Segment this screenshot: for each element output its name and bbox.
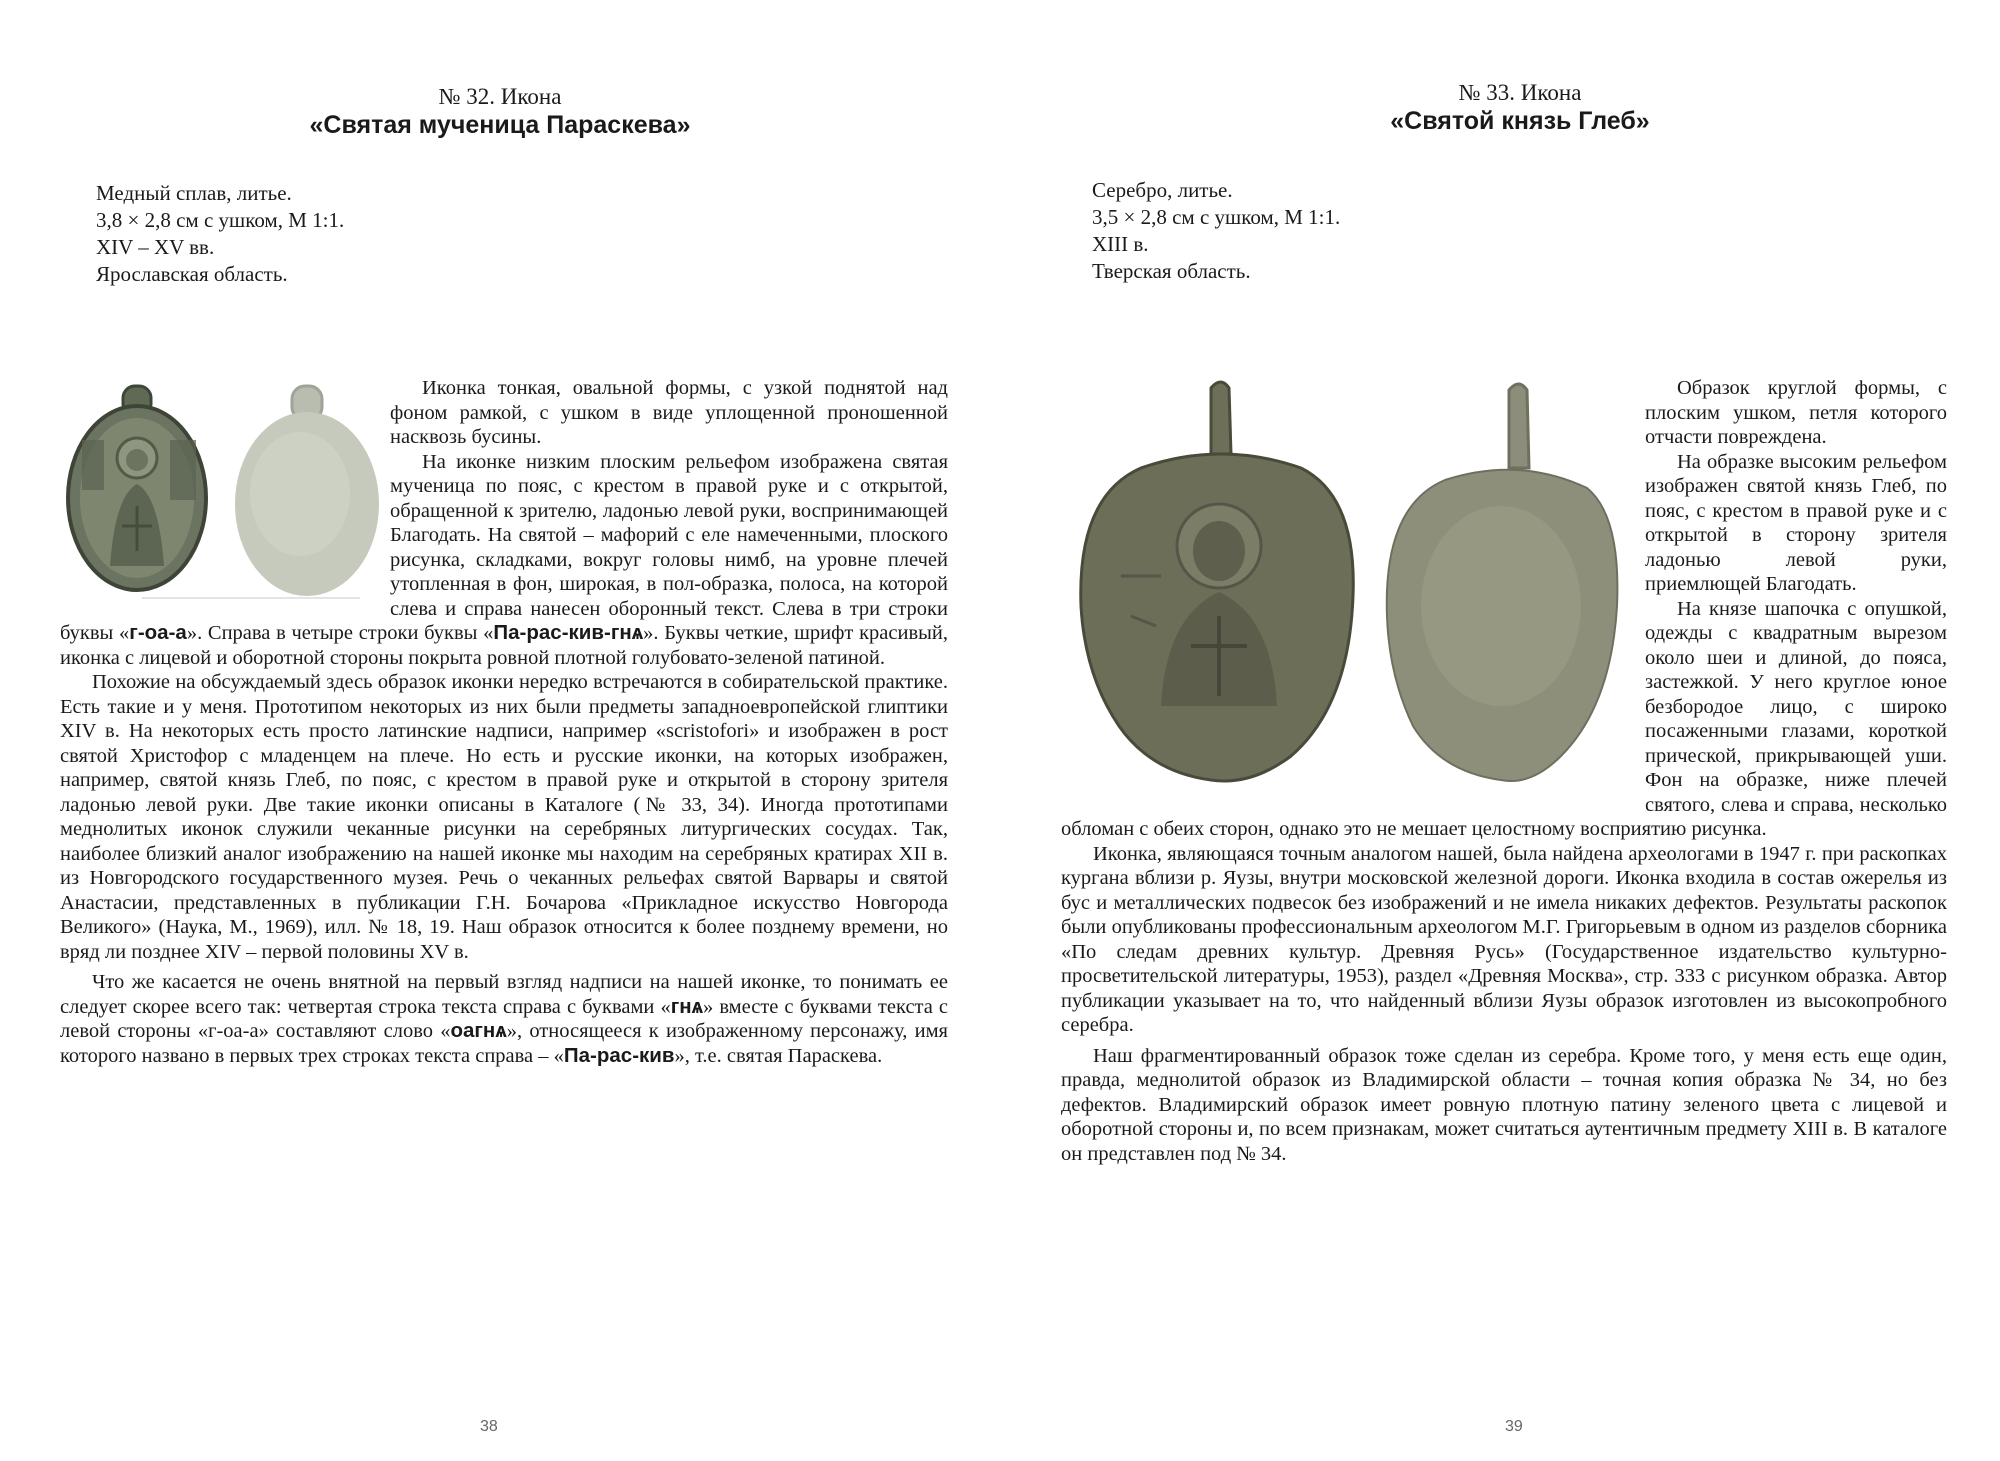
left-meta-material: Медный сплав, литье. [96,181,292,205]
paraskeva-reverse-image [235,386,379,596]
right-meta [1092,177,1340,285]
right-meta-date: XIII в. [1092,232,1149,256]
left-item-number: № 32. Икона [438,84,562,109]
left-meta-size: 3,8 × 2,8 см с ушком, М 1:1. [96,208,345,232]
left-paragraph-2: На иконке низким плоским рельефом изображена святая мученица по пояс, с крестом в правой руке и с открытой, обращенной к зрителю, ладонью левой руки, воспринимающей Благодать. На святой – мафорий с еле намеченными, плоского рисунка, складками, вокруг головы нимб, на уровне плечей утопленная в фон, широкая, в пол-образка, полоса, на которой слева и справа нанесен оборонный текст. Слева в три строки буквы «г-оа-а». Справа в четыре строки буквы «Па-рас-кив-гнѧ». Буквы четкие, шрифт красивый, иконка с лицевой и оборотной стороны покрыта ровной плотной голубовато-зеленой патиной. [60,450,948,669]
right-page [1000,0,2000,1461]
right-item-title: «Святой князь Глеб» [1390,107,1650,135]
right-figure-space [1061,376,1631,812]
gleb-obverse-image [1081,382,1354,781]
right-meta-region: Тверская область. [1092,259,1251,283]
left-body [60,376,948,1068]
left-page-number: 38 [480,1418,498,1435]
right-meta-material: Серебро, литье. [1092,178,1233,202]
left-meta [96,180,344,288]
left-meta-region: Ярославская область. [96,262,288,286]
paraskeva-icon-images [60,376,390,612]
right-header [1310,78,1730,136]
right-page-number: 39 [1505,1418,1523,1435]
left-paragraph-4: Что же касается не очень внятной на первый взгляд надписи на нашей иконке, то понимать ее следует скорее всего так: четвертая строка текста справа с буквами «гнѧ» вместе с буквами текста с левой стороны «г-оа-а» составляют слово «оагнѧ», относящееся к изображенному персонажу, имя которого названо в первых трех строках текста справа – «Па-рас-кив», т.е. святая Параскева. [60,971,948,1067]
right-paragraph-3: На князе шапочка с опушкой, одежды с квадратным вырезом около шеи и длиной, до пояса, застежкой. У него круглое юное безбородое лицо, с широко посаженными глазами, короткой прической, прикрывающей уши. Фон на образке, ниже плечей святого, слева и справа, несколько обломан с обеих сторон, однако это не мешает целостному восприятию рисунка. [1061,597,1947,840]
right-paragraph-1: Образок круглой формы, с плоским ушком, петля которого отчасти повреждена. [1645,377,1947,448]
right-paragraph-5: Наш фрагментированный образок тоже сделан из серебра. Кроме того, у меня есть еще один, правда, меднолитой образок из Владимирской области – точная копия образка № 34, но без дефектов. Владимирский образок имеет ровную плотную патину зеленого цвета с лицевой и оборотной стороны и, по всем признакам, может считаться аутентичным предмету XIII в. В каталоге он представлен под № 34. [1061,1044,1947,1165]
left-paragraph-3: Похожие на обсуждаемый здесь образок иконки нередко встречаются в собирательской практике. Есть такие и у меня. Прототипом некоторых из них были предметы западноевропейской глиптики XIV в. На некоторых есть просто латинские надписи, например «scristofori» и изображен в рост святой Христофор с младенцем на плече. Но есть и русские иконки, на которых изображен, например, святой князь Глеб, по пояс, с крестом в правой руке и открытой в сторону зрителя ладонью левой руки. Две такие иконки описаны в Каталоге (№ 33, 34). Иногда прототипами меднолитых иконок служили чеканные рисунки на серебряных литургических сосудах. Так, наиболее близкий аналог изображению на нашей иконке мы находим на серебряных кратирах XII в. из Новгородского государственного музея. Речь о чеканных рельефах святой Варвары и святой Анастасии, представленных в публикации Г.Н. Бочарова «Прикладное искусство Новгорода Великого» (Наука, М., 1969), илл. № 18, 19. Наш образок относится к более позднему времени, но вряд ли позднее XIV – первой половины XV в. [60,671,948,963]
gleb-icon-images [1061,376,1631,812]
right-paragraph-4: Иконка, являющаяся точным аналогом нашей, была найдена археологами в 1947 г. при раскопках кургана вблизи р. Яузы, внутри московской железной дороги. Иконка входила в состав ожерелья из бус и металлических подвесок без изображений и не имела никаких дефектов. Результаты раскопок были опубликованы профессиональным археологом М.Г. Григорьевым в одном из разделов сборника «По следам древних культур. Древняя Русь» (Государственное издательство культурно-просветительской литературы, 1953), раздел «Древняя Москва», стр. 333 с рисунком образка. Автор публикации указывает на то, что найденный вблизи Яузы образок изготовлен из высокопробного серебра. [1061,842,1947,1036]
left-item-title: «Святая мученица Параскева» [309,111,691,139]
left-paragraph-1: Иконка тонкая, овальной формы, с узкой поднятой над фоном рамкой, с ушком в виде уплощенной проношенной насквозь бусины. [390,377,948,448]
gleb-reverse-image [1387,384,1618,781]
right-paragraph-2: На образке высоким рельефом изображен святой князь Глеб, по пояс, с крестом в правой руке и с открытой в сторону зрителя ладонью левой руки, приемлющей Благодать. [1645,450,1947,595]
right-item-number: № 33. Икона [1458,80,1582,105]
right-body [1061,376,1947,1166]
left-figure-space [60,376,390,612]
paraskeva-obverse-image [68,386,206,590]
right-meta-size: 3,5 × 2,8 см с ушком, М 1:1. [1092,205,1341,229]
left-header [290,82,710,140]
left-meta-date: XIV – XV вв. [96,235,215,259]
